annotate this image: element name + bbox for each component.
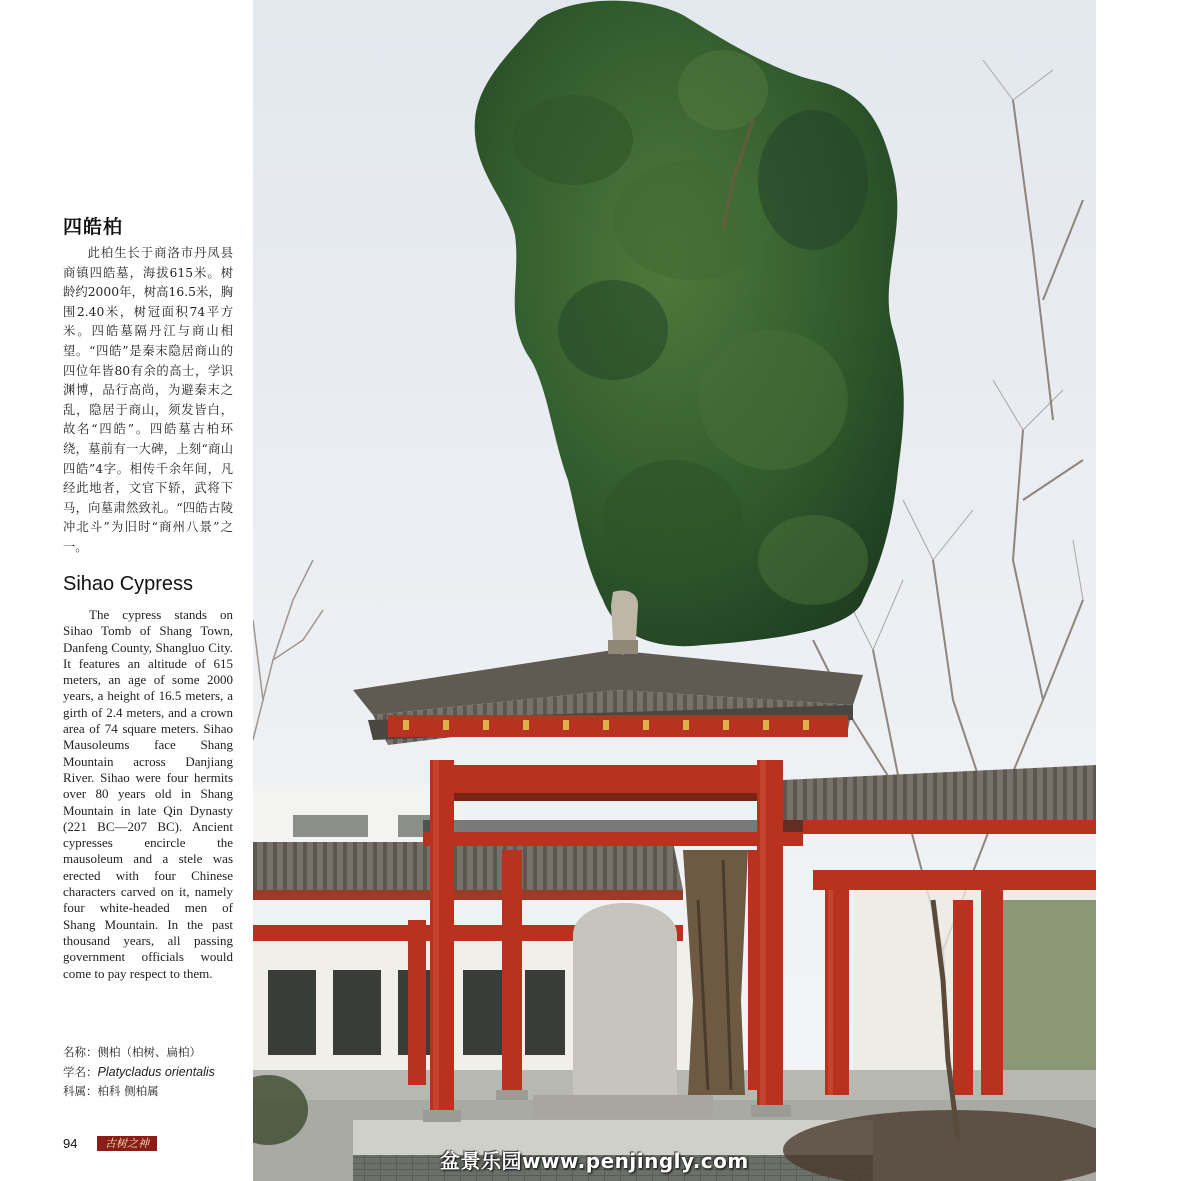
stone-stele (573, 903, 677, 1100)
site-watermark: 盆景乐园www.penjingly.com (440, 1149, 749, 1173)
species-name-value: 侧柏（柏树、扁柏） (97, 1045, 201, 1059)
species-scientific-row (63, 1063, 233, 1083)
article-body-en: The cypress stands on Sihao Tomb of Shang Town, Danfeng County, Shangluo City. It features an altitude of 615 meters, an age of some 2000 years, a height of 16.5 meters, a girth of 2.4 meters, and a crown area of 74 square meters. Sihao Mausoleums face Shang Mountain across Danjiang River. Sihao were four hermits over 80 years old in Shang Mountain in late Qin Dynasty (221 BC—207 BC). Ancient cypresses encircle the mausoleum and a stele was erected with four Chinese characters carved on it, namely four white-headed men of Shang Mountain. In the past thousand years, all passing government officials would come to pay respect to them. (63, 607, 233, 981)
article-body-zh: 此柏生长于商洛市丹凤县商镇四皓墓，海拔615米。树龄约2000年，树高16.5米，胸围2.40米，树冠面积74平方米。四皓墓隔丹江与商山相望。“四皓”是秦末隐居商山的四位年皆80有余的高士，学识渊博，品行高尚，为避秦末之乱，隐居于商山，须发皆白，故名“四皓”。四皓墓古柏环绕，墓前有一大碑，上刻“商山四皓”4字。相传千余年间，凡经此地者，文官下轿，武将下马，向墓肃然致礼。“四皓古陵冲北斗”为旧时“商州八景”之一。 (63, 246, 233, 554)
article-title-en: Sihao Cypress (63, 573, 194, 595)
species-family-label: 科属： (63, 1084, 98, 1098)
species-family-row (63, 1082, 233, 1102)
species-scientific-label: 学名： (63, 1064, 98, 1079)
article-title-zh: 四皓柏 (63, 216, 124, 238)
book-title-tab: 古树之神 (97, 1136, 157, 1151)
species-scientific-value: Platycladus orientalis (97, 1064, 215, 1079)
species-name-row (63, 1043, 233, 1063)
species-info (63, 1043, 233, 1102)
cypress-photo (253, 0, 1096, 1181)
species-name-label: 名称： (63, 1045, 98, 1059)
species-family-value: 柏科 侧柏属 (97, 1084, 159, 1098)
page-number: 94 (63, 1136, 78, 1151)
